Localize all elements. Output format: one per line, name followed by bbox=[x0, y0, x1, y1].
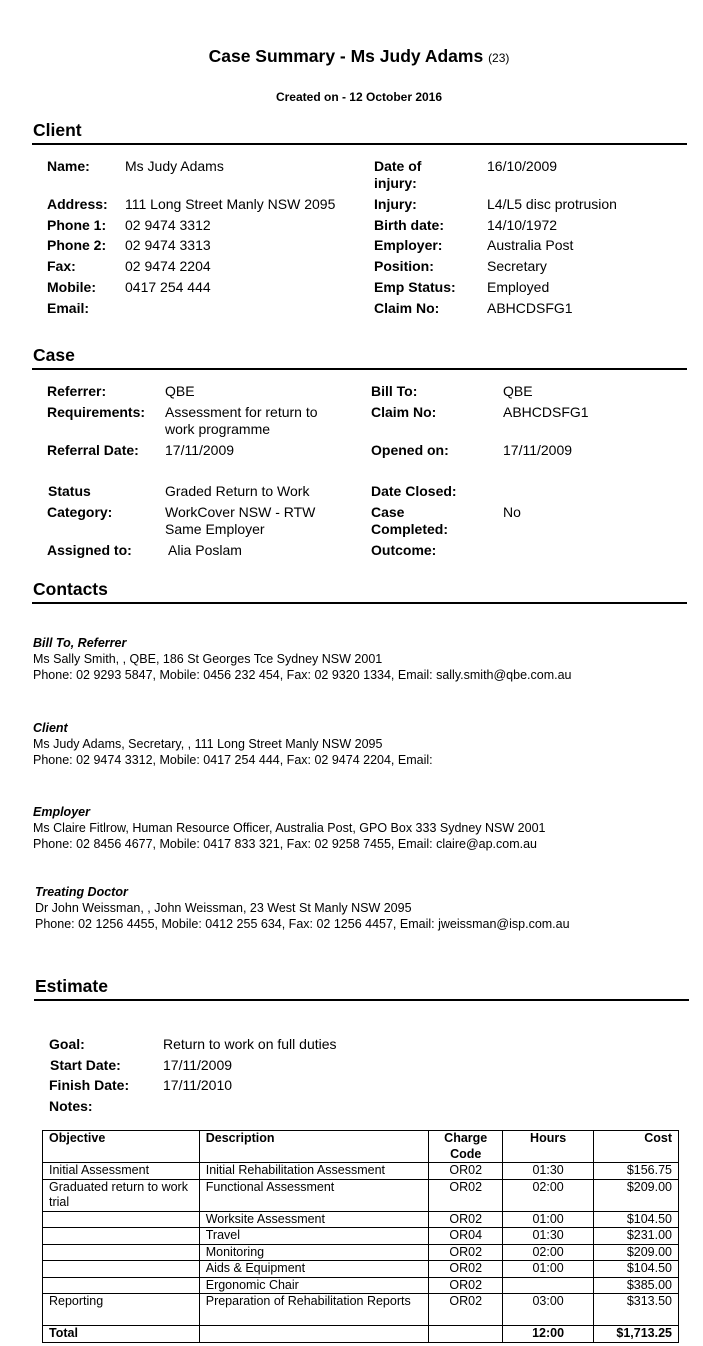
client-claim-no-value: ABHCDSFG1 bbox=[487, 300, 573, 316]
contacts-heading: Contacts bbox=[33, 579, 108, 599]
cell-objective: Initial Assessment bbox=[43, 1163, 200, 1180]
cell-cost: $104.50 bbox=[594, 1211, 679, 1228]
case-claim-no-label: Claim No: bbox=[371, 404, 437, 420]
cell-objective: Graduated return to work trial bbox=[43, 1179, 200, 1211]
client-position-label: Position: bbox=[374, 258, 434, 274]
client-birth-date-value: 14/10/1972 bbox=[487, 217, 558, 233]
total-label: Total bbox=[43, 1326, 200, 1343]
cell-cost: $209.00 bbox=[594, 1244, 679, 1261]
table-row bbox=[43, 1211, 679, 1228]
cell-objective bbox=[43, 1211, 200, 1228]
cell-hours: 02:00 bbox=[503, 1244, 594, 1261]
table-row bbox=[43, 1163, 679, 1180]
case-referral-date-label: Referral Date: bbox=[47, 442, 139, 458]
client-fax-label: Fax: bbox=[47, 258, 76, 274]
client-phone2-value: 02 9474 3313 bbox=[125, 237, 211, 253]
estimate-goal-label: Goal: bbox=[49, 1036, 85, 1052]
cell-code: OR02 bbox=[429, 1163, 503, 1180]
case-date-closed-label: Date Closed: bbox=[371, 483, 457, 499]
case-assigned-value: Alia Poslam bbox=[168, 542, 242, 558]
cell-description: Monitoring bbox=[199, 1244, 429, 1261]
contacts-rule bbox=[32, 602, 687, 604]
client-emp-status-value: Employed bbox=[487, 279, 550, 295]
client-phone2-label: Phone 2: bbox=[47, 237, 107, 253]
contact-role: Client bbox=[33, 721, 68, 735]
estimate-notes-label: Notes: bbox=[49, 1098, 93, 1114]
total-description bbox=[199, 1326, 429, 1343]
col-description: Description bbox=[199, 1131, 429, 1163]
table-row bbox=[43, 1179, 679, 1211]
cell-description: Functional Assessment bbox=[199, 1179, 429, 1211]
table-row bbox=[43, 1261, 679, 1278]
client-phone1-value: 02 9474 3312 bbox=[125, 217, 211, 233]
client-name-label: Name: bbox=[47, 158, 90, 174]
client-birth-date-label: Birth date: bbox=[374, 217, 444, 233]
cell-objective: Reporting bbox=[43, 1294, 200, 1326]
client-injury-date-label: Date of injury: bbox=[374, 158, 422, 191]
case-requirements-value: Assessment for return to work programme bbox=[165, 404, 318, 437]
cell-hours bbox=[503, 1277, 594, 1294]
client-fax-value: 02 9474 2204 bbox=[125, 258, 211, 274]
client-position-value: Secretary bbox=[487, 258, 547, 274]
case-assigned-label: Assigned to: bbox=[47, 542, 132, 558]
client-address-label: Address: bbox=[47, 196, 108, 212]
col-cost: Cost bbox=[594, 1131, 679, 1163]
contact-details: Phone: 02 9293 5847, Mobile: 0456 232 454, Fax: 02 9320 1334, Email: sally.smith@qbe.com.au bbox=[33, 668, 572, 682]
contact-details: Phone: 02 9474 3312, Mobile: 0417 254 444, Fax: 02 9474 2204, Email: bbox=[33, 753, 433, 767]
case-outcome-label: Outcome: bbox=[371, 542, 437, 558]
cell-objective bbox=[43, 1244, 200, 1261]
table-row bbox=[43, 1294, 679, 1326]
estimate-rule bbox=[34, 999, 689, 1001]
cell-hours: 01:00 bbox=[503, 1211, 594, 1228]
total-cost: $1,713.25 bbox=[594, 1326, 679, 1343]
cell-cost: $231.00 bbox=[594, 1228, 679, 1245]
contact-address: Dr John Weissman, , John Weissman, 23 West St Manly NSW 2095 bbox=[35, 901, 412, 915]
estimate-table bbox=[42, 1130, 679, 1343]
case-opened-value: 17/11/2009 bbox=[503, 442, 573, 458]
estimate-finish-label: Finish Date: bbox=[49, 1077, 130, 1093]
contact-role: Bill To, Referrer bbox=[33, 636, 127, 650]
contact-address: Ms Judy Adams, Secretary, , 111 Long Street Manly NSW 2095 bbox=[33, 737, 383, 751]
case-completed-label: Case Completed: bbox=[371, 504, 448, 537]
cell-cost: $209.00 bbox=[594, 1179, 679, 1211]
estimate-start-label: Start Date: bbox=[50, 1057, 121, 1073]
contact-bill-to-referrer bbox=[33, 635, 572, 683]
contact-employer bbox=[33, 804, 545, 852]
cell-objective bbox=[43, 1228, 200, 1245]
cell-code: OR02 bbox=[429, 1261, 503, 1278]
total-hours: 12:00 bbox=[503, 1326, 594, 1343]
contact-address: Ms Claire Fitlrow, Human Resource Officer, Australia Post, GPO Box 333 Sydney NSW 2001 bbox=[33, 821, 546, 835]
contact-role: Treating Doctor bbox=[35, 885, 128, 899]
cell-objective bbox=[43, 1277, 200, 1294]
cell-code: OR02 bbox=[429, 1211, 503, 1228]
contact-details: Phone: 02 8456 4677, Mobile: 0417 833 321, Fax: 02 9258 7455, Email: claire@ap.com.au bbox=[33, 837, 538, 851]
case-referral-date-value: 17/11/2009 bbox=[165, 442, 235, 458]
case-bill-to-label: Bill To: bbox=[371, 383, 418, 399]
client-name-value: Ms Judy Adams bbox=[125, 158, 224, 174]
cell-description: Aids & Equipment bbox=[199, 1261, 429, 1278]
contact-address: Ms Sally Smith, , QBE, 186 St Georges Tce Sydney NSW 2001 bbox=[33, 652, 383, 666]
client-injury-date-value: 16/10/2009 bbox=[487, 158, 558, 174]
contact-client bbox=[33, 720, 433, 768]
cell-description: Worksite Assessment bbox=[199, 1211, 429, 1228]
client-injury-label: Injury: bbox=[374, 196, 417, 212]
cell-hours: 01:00 bbox=[503, 1261, 594, 1278]
client-injury-value: L4/L5 disc protrusion bbox=[487, 196, 617, 212]
case-completed-value: No bbox=[503, 504, 521, 520]
cell-hours: 03:00 bbox=[503, 1294, 594, 1326]
table-row bbox=[43, 1277, 679, 1294]
cell-hours: 02:00 bbox=[503, 1179, 594, 1211]
case-rule bbox=[32, 368, 687, 370]
case-category-value: WorkCover NSW - RTW Same Employer bbox=[165, 504, 316, 537]
cell-code: OR02 bbox=[429, 1244, 503, 1261]
client-claim-no-label: Claim No: bbox=[374, 300, 440, 316]
cell-cost: $104.50 bbox=[594, 1261, 679, 1278]
client-email-label: Email: bbox=[47, 300, 90, 316]
cell-cost: $156.75 bbox=[594, 1163, 679, 1180]
cell-code: OR02 bbox=[429, 1294, 503, 1326]
case-status-label: Status bbox=[48, 483, 91, 499]
cell-description: Ergonomic Chair bbox=[199, 1277, 429, 1294]
client-address-value: 111 Long Street Manly NSW 2095 bbox=[125, 196, 336, 212]
case-status-value: Graded Return to Work bbox=[165, 483, 310, 499]
table-total-row bbox=[43, 1326, 679, 1343]
case-referrer-label: Referrer: bbox=[47, 383, 107, 399]
cell-hours: 01:30 bbox=[503, 1163, 594, 1180]
table-header-row bbox=[43, 1131, 679, 1163]
case-opened-label: Opened on: bbox=[371, 442, 449, 458]
case-category-label: Category: bbox=[47, 504, 113, 520]
client-rule bbox=[32, 143, 687, 145]
cell-description: Travel bbox=[199, 1228, 429, 1245]
case-bill-to-value: QBE bbox=[503, 383, 533, 399]
cell-objective bbox=[43, 1261, 200, 1278]
cell-description: Preparation of Rehabilitation Reports bbox=[199, 1294, 429, 1326]
cell-description: Initial Rehabilitation Assessment bbox=[199, 1163, 429, 1180]
contact-treating-doctor bbox=[35, 884, 570, 932]
table-row bbox=[43, 1228, 679, 1245]
created-date: Created on - 12 October 2016 bbox=[275, 90, 443, 104]
table-row bbox=[43, 1244, 679, 1261]
cell-code: OR02 bbox=[429, 1277, 503, 1294]
estimate-start-value: 17/11/2009 bbox=[163, 1057, 233, 1073]
total-code bbox=[429, 1326, 503, 1343]
estimate-finish-value: 17/11/2010 bbox=[163, 1077, 233, 1093]
client-mobile-value: 0417 254 444 bbox=[125, 279, 211, 295]
cell-cost: $385.00 bbox=[594, 1277, 679, 1294]
contact-role: Employer bbox=[33, 805, 90, 819]
client-mobile-label: Mobile: bbox=[47, 279, 96, 295]
estimate-goal-value: Return to work on full duties bbox=[163, 1036, 337, 1052]
client-heading: Client bbox=[33, 120, 82, 140]
cell-code: OR02 bbox=[429, 1179, 503, 1211]
case-requirements-label: Requirements: bbox=[47, 404, 146, 420]
cell-cost: $313.50 bbox=[594, 1294, 679, 1326]
cell-code: OR04 bbox=[429, 1228, 503, 1245]
col-charge-code: Charge Code bbox=[429, 1131, 503, 1163]
client-employer-label: Employer: bbox=[374, 237, 443, 253]
page-title-text: Case Summary - Ms Judy Adams bbox=[208, 46, 484, 66]
cell-hours: 01:30 bbox=[503, 1228, 594, 1245]
col-hours: Hours bbox=[503, 1131, 594, 1163]
page-title bbox=[0, 46, 703, 67]
case-claim-no-value: ABHCDSFG1 bbox=[503, 404, 589, 420]
client-phone1-label: Phone 1: bbox=[47, 217, 107, 233]
client-employer-value: Australia Post bbox=[487, 237, 574, 253]
case-heading: Case bbox=[33, 345, 75, 365]
contact-details: Phone: 02 1256 4455, Mobile: 0412 255 634, Fax: 02 1256 4457, Email: jweissman@isp.com.au bbox=[35, 917, 570, 931]
case-number: (23) bbox=[488, 51, 510, 65]
estimate-heading: Estimate bbox=[35, 976, 108, 996]
case-referrer-value: QBE bbox=[165, 383, 195, 399]
client-emp-status-label: Emp Status: bbox=[374, 279, 456, 295]
col-objective: Objective bbox=[43, 1131, 200, 1163]
